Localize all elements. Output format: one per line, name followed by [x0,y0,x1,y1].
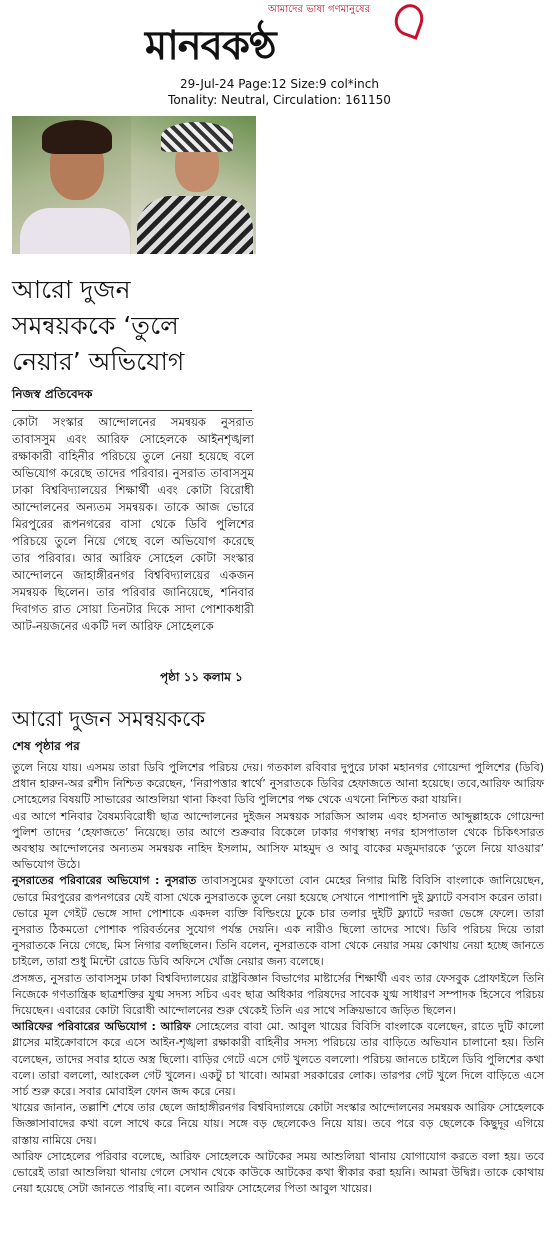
clip-meta-date-page: 29-Jul-24 Page:12 Size:9 col*inch [180,77,379,91]
jump-subhead: শেষ পৃষ্ঠার পর [12,739,80,753]
article2-paragraph: নুসরাতের পরিবারের অভিযোগ : নুসরাত তাবাসসুমের ফুফাতো বোন মেহের নিগার মিষ্টি বিবিসি বাংলাকে জানিয়েছেন, ভোরে মিরপুরের রূপনগরের যেই বাসা থেকে নুসরাতকে তুলে নেয়া হয়েছে সেখানে পাশাপাশি দুই ফ্ল্যাটে বসবাস করেন তারা। [12,874,544,904]
headline-line-2: সমন্বয়ককে ‘তুলে [12,311,179,340]
masthead-tagline: আমাদের ভাষা গণমানুষের [268,4,371,15]
article2-paragraph: খায়ের জানান, তল্লাশি শেষে তার ছেলে জাহাঙ্গীরনগর বিশ্ববিদ্যালয়ে কোটা সংস্কার আন্দোলনের সমন্বয়ক আরিফ সোহেলকে জিজ্ঞাসাবাদের কথা বলে সাথে করে নিয়ে যায়। সঙ্গে বড় ছেলেকেও নিয়ে যায়। তবে পরে বড় ছেলেকে কিছুদূর এগিয়ে রাস্তায় নামিয়ে দেয়। [12,1101,544,1147]
article2-paragraph: ভোরে মূল গেইট ভেঙ্গে সাদা পোশাকে একদল ব্যক্তি বিল্ডিংয়ে ঢুকে চার তলার দুইটি ফ্ল্যাটে দরজা ভেঙ্গে ফেলে। তারা নুসরাত ঠিকমতো পোশাক পরিবর্তনের সুযোগ পর্যন্ত দেয়নি। এক নারীও ছিলো তাদের সাথে। ডিবি পরিচয় দিয়ে তারা নুসরাতকে নিয়ে গেছে, মিস নিগার বলছিলেন। তিনি বলেন, নুসরাতকে বাসা থেকে নেয়ার সময় কোথায় নেয়া হচ্ছে জানতে চাইলে, তারা শুধু মিন্টো রোডে ডিবি অফিসে খোঁজ নেয়ার জন্য বলেছে। [12,906,544,969]
clip-meta-tonality: Tonality: Neutral, Circulation: 161150 [168,93,391,107]
headline-line-3: নেয়ার’ অভিযোগ [12,347,185,376]
article2-paragraph: তুলে নিয়ে যায়। এসময় তারা ডিবি পুলিশের পরিচয় দেয়। গতকাল রবিবার দুপুরে ঢাকা মহানগর গোয়েন্দা পুলিশের (ডিবি) প্রধান হারুন-অর রশীদ নিশ্চিত করেছেন, ‘নিরাপত্তার স্বার্থে’ নুসরাতকে ডিবির হেফাজতে আনা হয়েছে। তবে,আরিফ আরিফ সোহেলের বিষয়টি সাভারের আশুলিয়া থানা কিংবা ডিবি পুলিশের পক্ষ থেকে এখনো নিশ্চিত করা যায়নি। [12,761,544,807]
article2-body [12,760,544,1197]
headline-line-1: আরো দুজন [12,275,131,304]
article1-body [12,414,254,635]
photo-arif-sohel [12,116,137,254]
article2-paragraph: এর আগে শনিবার বৈষম্যবিরোধী ছাত্র আন্দোলনের দুইজন সমন্বয়ক সারজিস আলম এবং হাসনাত আব্দুল্লাহকে গোয়েন্দা পুলিশ তাদের ‘হেফাজতে’ নিয়েছে। তার আগে শুক্রবার বিকেলে ঢাকার গণস্বাস্থ্য নগর হাসপাতাল থেকে চিকিৎসারত অবস্থায় আন্দোলনের অন্যতম সমন্বয়ক নাহিদ ইসলাম, আসিফ মাহমুদ ও আবু বাকের মজুমদারকে ‘তুলে নিয়ে যাওয়ার’ অভিযোগ উঠে। [12,809,544,872]
article2-paragraph: আরিফের পরিবারের অভিযোগ : আরিফ সোহেলের বাবা মো. আবুল খায়ের বিবিসি বাংলাকে বলেছেন, রাতে দুটি কালো গ্লাসের মাইক্রোবাসে করে এসে আইন-শৃঙ্খলা রক্ষাকারী বাহিনীর সদস্য পরিচয়ে তার বাড়িতে অভিযান চালানো হয়। তিনি বলেছেন, তাদের সবার হাতে অস্ত্র ছিলো। বাড়ির গেটে এসে গেট খুলতে বললো। পরিচয় জানতে চাইলে ডিবি পুলিশের কথা বলে। তারা বললো, আংকেল গেট খুলেন। একটু চা খাবো। আমরা সরকারের লোক। তারপর গেট খুলে দিলে বাড়িতে এসে সার্চ শুরু করে। সবার মোবাইল ফোন জব্দ করে নেয়। [12,1020,544,1099]
jump-headline: আরো দুজন সমন্বয়ককে [12,707,206,731]
subsection-lead: নুসরাতের পরিবারের অভিযোগ : নুসরাত [12,874,197,888]
photo-nusrat-tabassum [131,116,256,254]
newspaper-logo: মানবকণ্ঠ [145,23,276,69]
subsection-lead: আরিফের পরিবারের অভিযোগ : আরিফ [12,1020,191,1034]
byline-divider [12,410,252,411]
continued-reference: পৃষ্ঠা ১১ কলাম ১ [160,670,243,684]
reporter-byline: নিজস্ব প্রতিবেদক [12,387,93,401]
article2-paragraph: প্রসঙ্গত, নুসরাত তাবাসসুম ঢাকা বিশ্ববিদ্যালয়ের রাষ্ট্রবিজ্ঞান বিভাগের মাষ্টার্সের শিক্ষার্থী এবং তার ফেসবুক প্রোফাইলে তিনি নিজেকে গণতান্ত্রিক ছাত্রশক্তির যুগ্ম সদস্য সচিব এবং ছাত্র অধিকার পরিষদের সাবেক যুগ্ম সাধারণ সম্পাদক হিসেবে পরিচয় দিয়েছেন। এবারের কোটা বিরোধী আন্দোলনের শুরু থেকেই তিনি এর সাথে সক্রিয়ভাবে জড়িত ছিলেন। [12,971,544,1018]
logo-swirl-icon [390,0,427,40]
article2-paragraph: আরিফ সোহেলের পরিবার বলেছে, আরিফ সোহেলকে আটকের সময় আশুলিয়া থানায় যোগাযোগ করতে বলা হয়। তবে ভোরেই তারা আশুলিয়া থানায় গেলে সেখান থেকে কাউকে আটকের কথা স্বীকার করা হয়নি। আমরা উদ্বিগ্ন। তাকে কোথায় নেয়া হয়েছে সেটা জানতে পারছি না। বলেন আরিফ সোহেলের পিতা আবুল খায়ের। [12,1149,544,1196]
article1-paragraph: কোটা সংস্কার আন্দোলনের সমন্বয়ক নুসরাত তাবাসসুম এবং আরিফ সোহেলকে আইনশৃঙ্খলা রক্ষাকারী বাহিনীর পরিচয়ে তুলে নেয়া হয়েছে বলে অভিযোগ করেছে তাদের পরিবার। নুসরাত তাবাসসুম ঢাকা বিশ্ববিদ্যালয়ের শিক্ষার্থী এবং কোটা বিরোধী আন্দোলনের অন্যতম সমন্বয়ক। তাকে আজ ভোরে মিরপুরের রূপনগরের বাসা থেকে ডিবি পুলিশের পরিচয়ে তুলে নিয়ে গেছে বলে অভিযোগ করেছে তার পরিবার। আর আরিফ সোহেল কোটা সংস্কার আন্দোলনে জাহাঙ্গীরনগর বিশ্ববিদ্যালয়ের একজন সমন্বয়ক ছিলেন। তার পরিবার জানিয়েছে, শনিবার দিবাগত রাত সোয়া তিনটার দিকে সাদা পোশাকধারী আট-নয়জনের একটি দল আরিফ সোহেলকে [12,415,254,633]
masthead [0,0,559,110]
